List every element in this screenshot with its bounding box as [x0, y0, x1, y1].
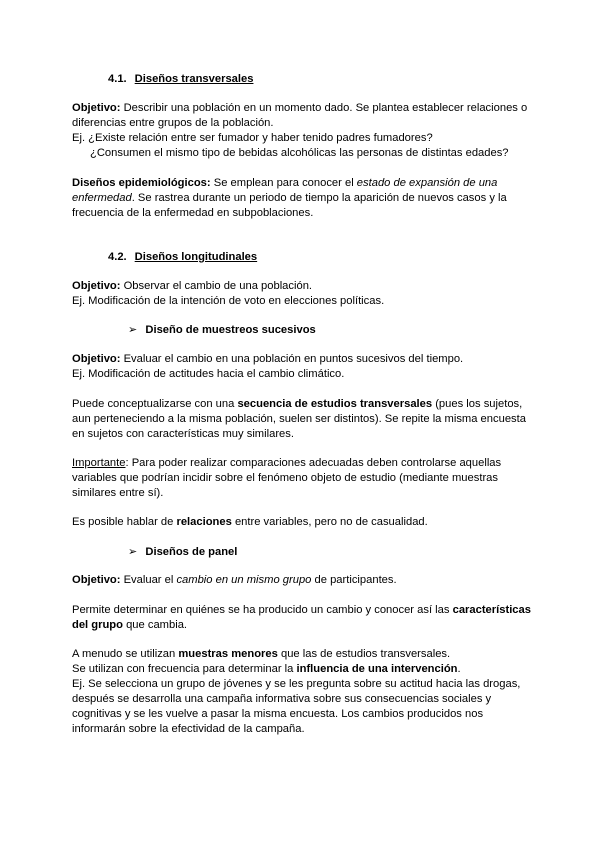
paragraph-line: aun perteneciendo a la misma población, suelen ser distintos). Se repite la misma encuesta — [72, 413, 526, 425]
paragraph-line: Importante: Para poder realizar comparaciones adecuadas deben controlarse aquellas — [72, 457, 502, 469]
paragraph-line: Diseños epidemiológicos: Se emplean para conocer el estado de expansión de una — [72, 177, 498, 189]
paragraph-line: después se desarrolla una campaña informativa sobre sus consecuencias sociales y — [72, 693, 492, 705]
paragraph-line: en sujetos con características muy similares. — [72, 428, 294, 440]
paragraph-line: A menudo se utilizan muestras menores que las de estudios transversales. — [72, 648, 451, 660]
paragraph-line: cognitivas y se les vuelve a pasar la misma encuesta. Los cambios producidos nos — [72, 708, 484, 720]
paragraph-line: similares entre sí). — [72, 487, 164, 499]
objective-label: Objetivo: — [72, 102, 121, 114]
section-title: Diseños longitudinales — [134, 251, 258, 263]
paragraph-line: variables que podrían incidir sobre el fenómeno objeto de estudio (mediante muestras — [72, 472, 498, 484]
section-title: Diseños transversales — [134, 73, 254, 85]
objective-label: Objetivo: — [72, 280, 121, 292]
arrow-bullet-icon: ➢ — [128, 546, 138, 558]
subsection-heading — [128, 323, 316, 337]
paragraph-line: informarán sobre la efectividad de la campaña. — [72, 723, 305, 735]
section-heading-4-2 — [108, 250, 257, 264]
epidemiological-label: Diseños epidemiológicos: — [72, 177, 211, 189]
section-number: 4.1. — [108, 73, 127, 85]
paragraph-line: enfermedad. Se rastrea durante un periodo de tiempo la aparición de nuevos casos y la — [72, 192, 507, 204]
paragraph-line: frecuencia de la enfermedad en subpoblaciones. — [72, 207, 314, 219]
paragraph-line: Es posible hablar de relaciones entre variables, pero no de casualidad. — [72, 516, 428, 528]
paragraph-line: Puede conceptualizarse con una secuencia de estudios transversales (pues los sujetos, — [72, 398, 523, 410]
paragraph-line: Objetivo: Describir una población en un momento dado. Se plantea establecer relaciones o — [72, 102, 528, 114]
important-label: Importante — [72, 457, 126, 469]
section-heading-4-1 — [108, 72, 253, 86]
paragraph-line: Objetivo: Evaluar el cambio en un mismo grupo de participantes. — [72, 574, 397, 586]
section-number: 4.2. — [108, 251, 127, 263]
objective-label: Objetivo: — [72, 353, 121, 365]
paragraph-line: Objetivo: Evaluar el cambio en una población en puntos sucesivos del tiempo. — [72, 353, 464, 365]
paragraph-line: Ej. Modificación de actitudes hacia el cambio climático. — [72, 368, 345, 380]
paragraph-line: diferencias entre grupos de la población. — [72, 117, 274, 129]
paragraph-line: Permite determinar en quiénes se ha producido un cambio y conocer así las características — [72, 604, 531, 616]
paragraph-line: Ej. Se selecciona un grupo de jóvenes y se les pregunta sobre su actitud hacia las drogas, — [72, 678, 521, 690]
paragraph-line: Se utilizan con frecuencia para determinar la influencia de una intervención. — [72, 663, 461, 675]
subsection-title: Diseños de panel — [145, 546, 238, 558]
subsection-title: Diseño de muestreos sucesivos — [145, 324, 316, 336]
objective-label: Objetivo: — [72, 574, 121, 586]
paragraph-line: ¿Consumen el mismo tipo de bebidas alcohólicas las personas de distintas edades? — [90, 147, 509, 159]
arrow-bullet-icon: ➢ — [128, 324, 138, 336]
paragraph-line: Ej. ¿Existe relación entre ser fumador y haber tenido padres fumadores? — [72, 132, 433, 144]
paragraph-line: Objetivo: Observar el cambio de una población. — [72, 280, 313, 292]
subsection-heading — [128, 545, 237, 559]
paragraph-line: del grupo que cambia. — [72, 619, 188, 631]
paragraph-line: Ej. Modificación de la intención de voto en elecciones políticas. — [72, 295, 385, 307]
